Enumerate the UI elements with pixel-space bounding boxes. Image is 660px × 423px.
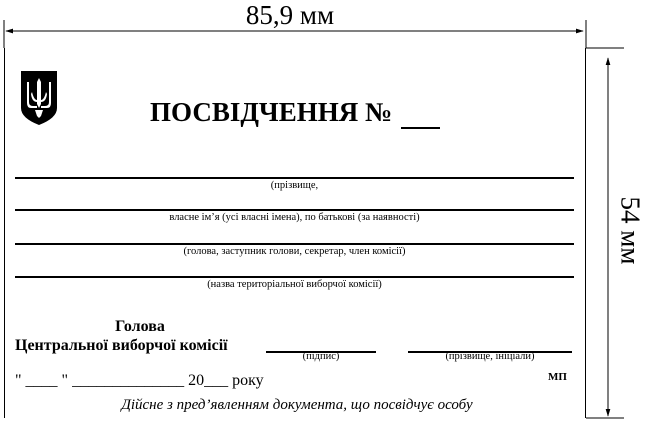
position-field-caption: (голова, заступник голови, секретар, член комісії) [183, 246, 406, 257]
given-name-field-caption: власне ім’я (усі власні імена), по батькові (за наявності) [169, 212, 420, 223]
issue-date-line: " ____ " ______________ 20___ року [15, 372, 264, 389]
certificate-title: ПОСВІДЧЕННЯ № [150, 97, 393, 127]
certificate-number-blank [401, 127, 440, 129]
surname-field-caption: (прізвище, [270, 180, 319, 191]
trident-coat-of-arms-icon [20, 70, 58, 126]
commission-name-field-caption: (назва територіальної виборчої комісії) [207, 279, 382, 290]
height-dimension-label: 54 мм [615, 196, 646, 264]
commission-name-field-line [15, 276, 574, 278]
name-initials-caption: (прізвище, ініціали) [445, 351, 535, 362]
height-dimension-label-wrap [600, 150, 660, 310]
signatory-title: Голова [115, 318, 165, 335]
width-dimension-label: 85,9 мм [245, 0, 335, 30]
given-name-field-line [15, 209, 574, 211]
signature-caption: (підпис) [302, 351, 340, 362]
validity-note: Дійсне з пред’явленням документа, що посвідчує особу [121, 397, 473, 413]
signatory-organization: Центральної виборчої комісії [15, 337, 228, 354]
position-field-line [15, 243, 574, 245]
surname-field-line [15, 177, 574, 179]
stamp-label: МП [548, 371, 567, 383]
